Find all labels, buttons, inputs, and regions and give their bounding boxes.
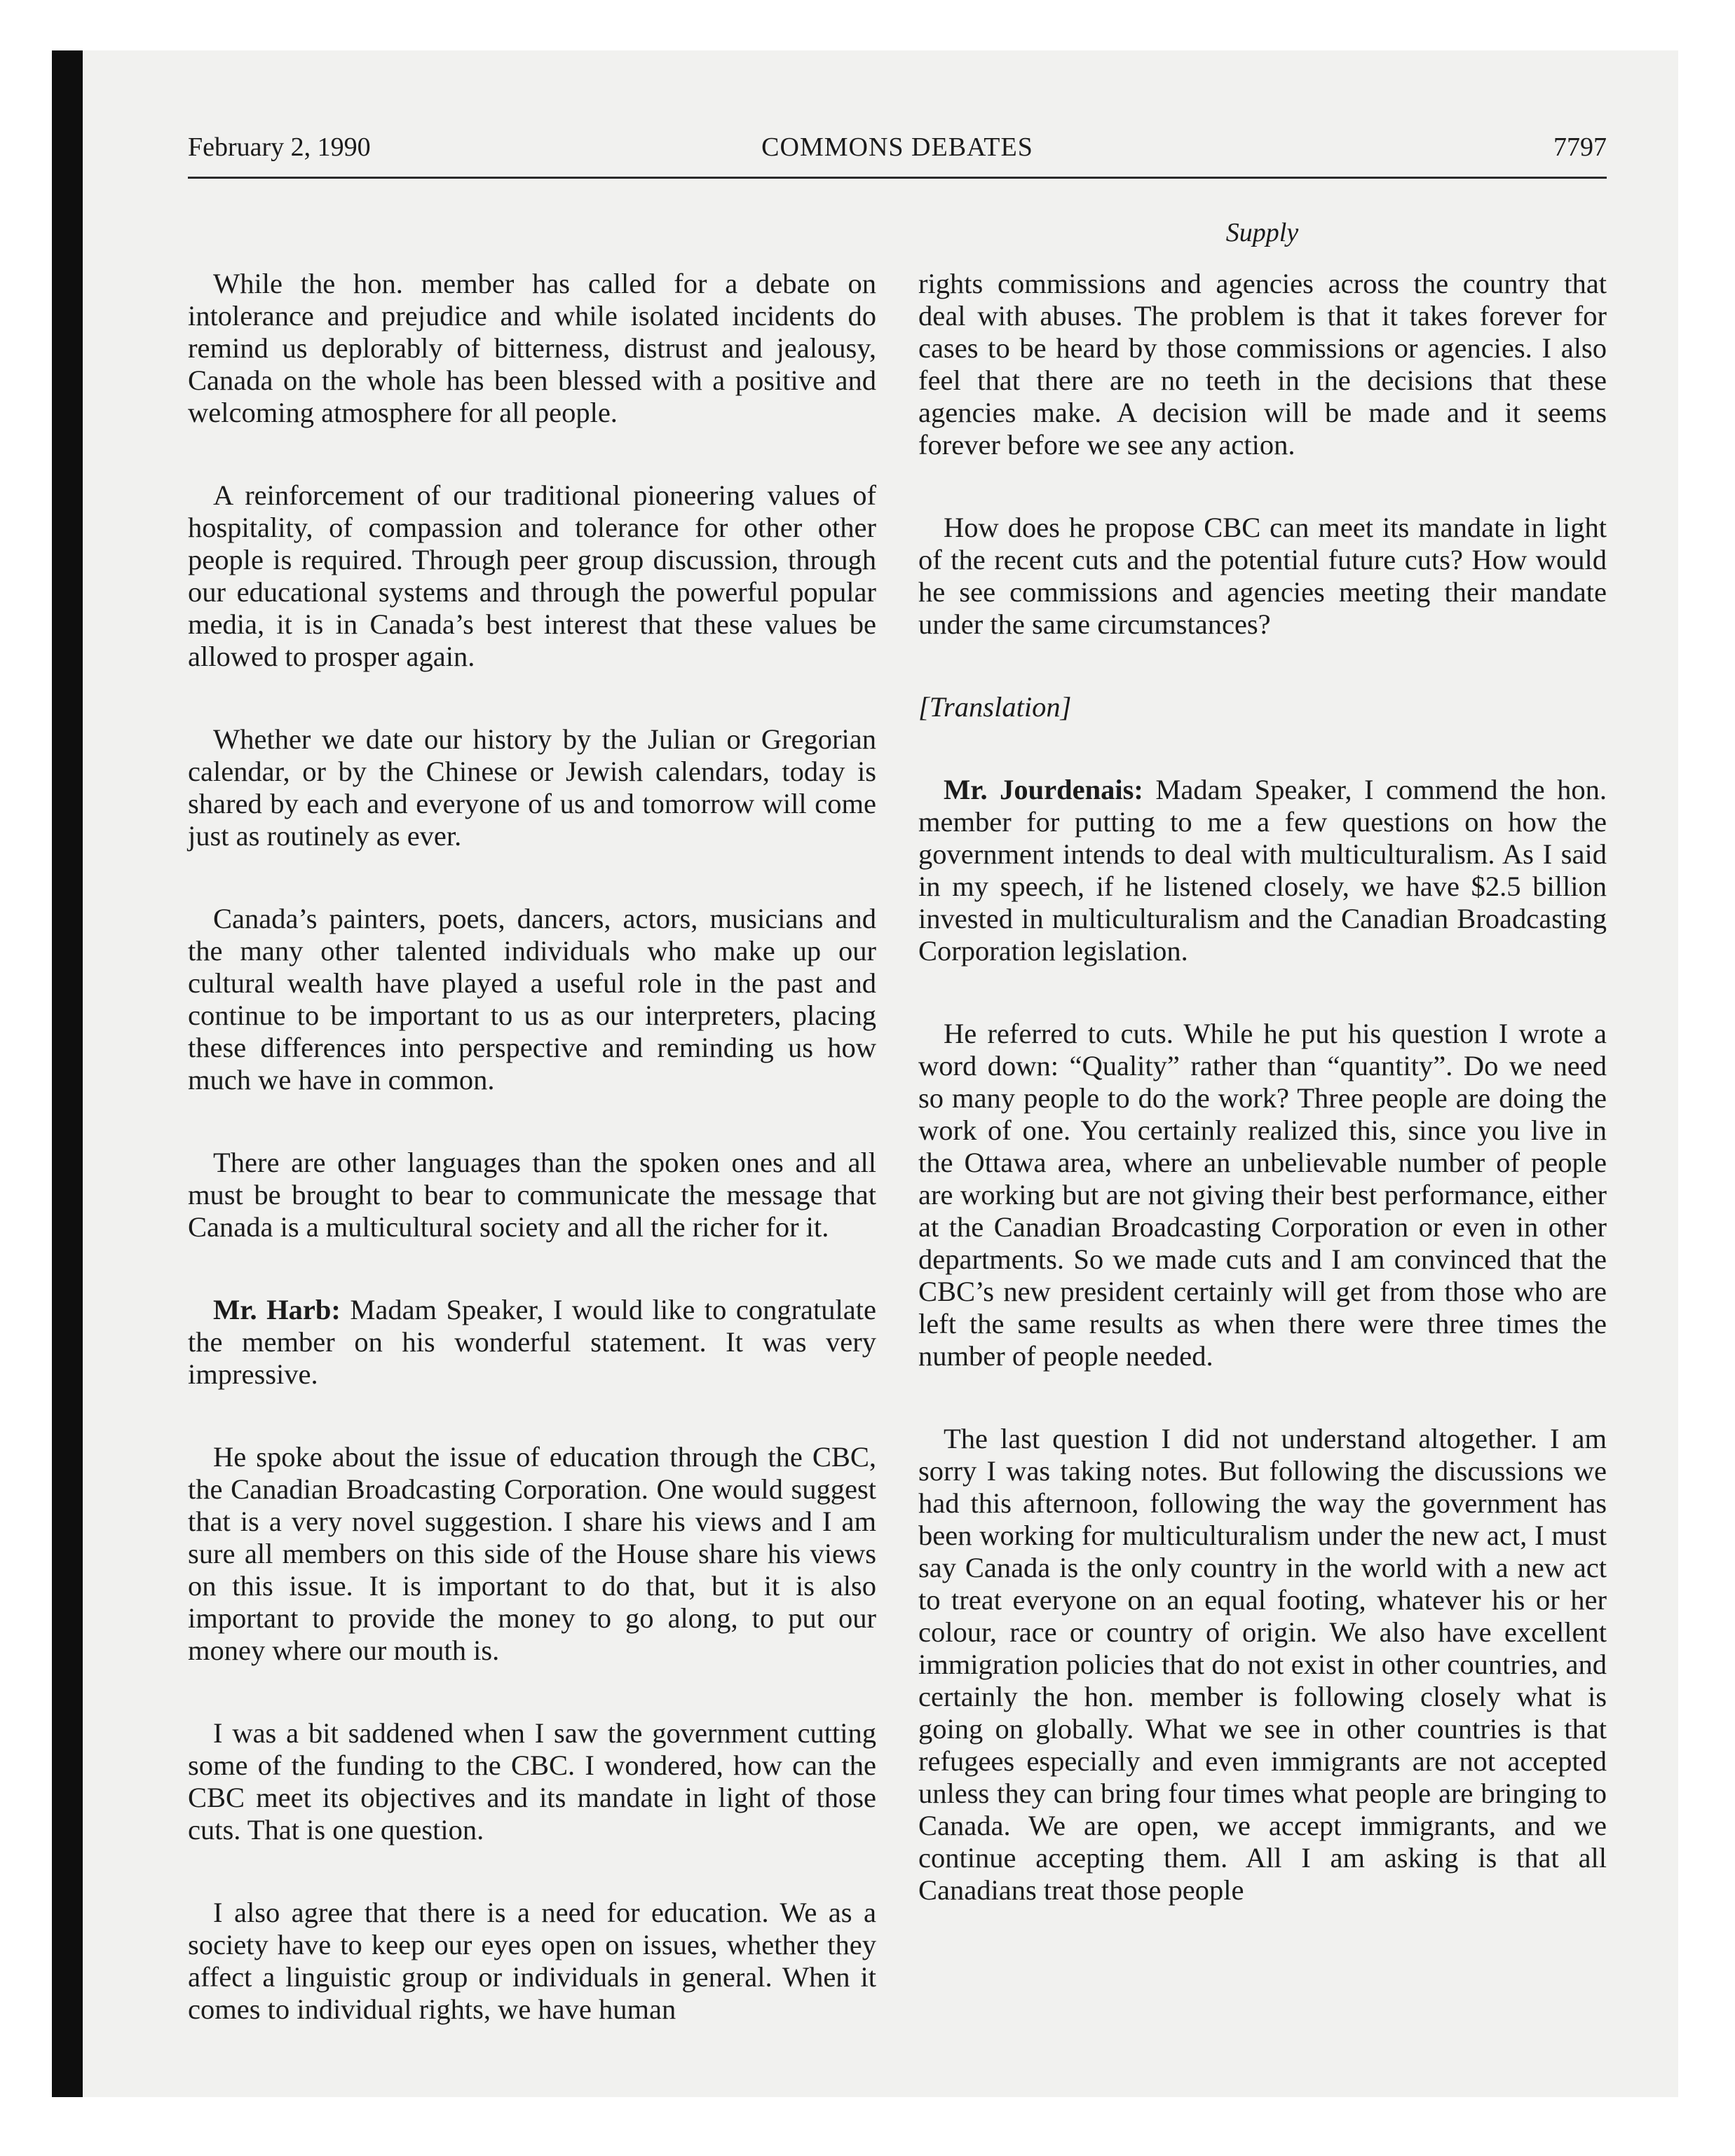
running-head [188,132,1607,174]
header-date: February 2, 1990 [188,132,371,162]
page-number: 7797 [1553,132,1607,162]
paragraph: Canada’s painters, poets, dancers, actors, musicians and the many other talented individuals who make up our cultural wealth have played a useful role in the past and continue to be important to us as our interpreters, placing these differences into perspective and reminding us how much we have in common. [188,903,876,1096]
paragraph: The last question I did not understand altogether. I am sorry I was taking notes. But following the discussions we had this afternoon, following the way the government has been working for multiculturalism under the new act, I must say Canada is the only country in the world with a new act to treat everyone on an equal footing, whatever his or her colour, race or country of origin. We also have excellent immigration policies that do not exist in other countries, and certainly the hon. member is following closely what is going on globally. What we see in other countries is that refugees especially and even immigrants are not accepted unless they can bring four times what people are bringing to Canada. We are open, we accept immigrants, and we continue accepting them. All I am asking is that all Canadians treat those people [918,1423,1607,1906]
paragraph: I was a bit saddened when I saw the government cutting some of the funding to the CBC. I wondered, how can the CBC meet its objectives and its mandate in light of those cuts. That is one question. [188,1717,876,1845]
paragraph: Whether we date our history by the Julian or Gregorian calendar, or by the Chinese or Jewish calendars, today is shared by each and everyone of us and tomorrow will come just as routinely as ever. [188,723,876,852]
scan-edge-shadow [52,50,83,2097]
translation-tag: [Translation] [918,691,1072,723]
speaker-name: Mr. Harb: [213,1294,341,1325]
header-rule [188,177,1607,179]
paragraph: He referred to cuts. While he put his question I wrote a word down: “Quality” rather than “quantity”. Do we need so many people to do the work? Three people are doing the work of one. You certainly realized this, since you live in the Ottawa area, where an unbelievable number of people are working but are not giving their best performance, either at the Canadian Broadcasting Corporation or even in other departments. So we made cuts and I am convinced that the CBC’s new president certainly will get from those who are left the same results as when there were three times the number of people needed. [918,1018,1607,1372]
paragraph: rights commissions and agencies across the country that deal with abuses. The problem is that it takes forever for cases to be heard by those commissions or agencies. I also feel that there are no teeth in the decisions that these agencies make. A decision will be made and it seems forever before we see any action. [918,268,1607,460]
header-title: COMMONS DEBATES [761,132,1033,162]
speech-text: Madam Speaker, I would like to congratulate the member on his wonderful statement. It was very impressive. [188,1294,876,1390]
speech-paragraph [188,1294,876,1391]
section-heading: Supply [1225,218,1299,247]
speaker-name: Mr. Jourdenais: [944,774,1143,805]
paragraph: There are other languages than the spoken ones and all must be brought to bear to communicate the message that Canada is a multicultural society and all the richer for it. [188,1147,876,1243]
paragraph: A reinforcement of our traditional pioneering values of hospitality, of compassion and tolerance for other other people is required. Through peer group discussion, through our educational systems and through the powerful popular media, it is in Canada’s best interest that these values be allowed to prosper again. [188,479,876,672]
speech-text: Madam Speaker, I commend the hon. member for putting to me a few questions on how the government intends to deal with multiculturalism. As I said in my speech, if he listened closely, we have $2.5 billion invested in multiculturalism and the Canadian Broadcasting Corporation legislation. [918,774,1607,967]
paragraph: How does he propose CBC can meet its mandate in light of the recent cuts and the potential future cuts? How would he see commissions and agencies meeting their mandate under the same circumstances? [918,512,1607,640]
paragraph: I also agree that there is a need for education. We as a society have to keep our eyes open on issues, whether they affect a linguistic group or individuals in general. When it comes to individual rights, we have human [188,1897,876,2025]
left-column [188,268,876,2076]
paragraph: He spoke about the issue of education through the CBC, the Canadian Broadcasting Corporation. One would suggest that is a very novel suggestion. I share his views and I am sure all members on this side of the House share his views on this issue. It is important to do that, but it is also important to provide the money to go along, to put our money where our mouth is. [188,1441,876,1666]
right-column [918,268,1607,1957]
paragraph: While the hon. member has called for a debate on intolerance and prejudice and while isolated incidents do remind us deplorably of bitterness, distrust and jealousy, Canada on the whole has been blessed with a positive and welcoming atmosphere for all people. [188,268,876,428]
speech-paragraph [918,774,1607,967]
